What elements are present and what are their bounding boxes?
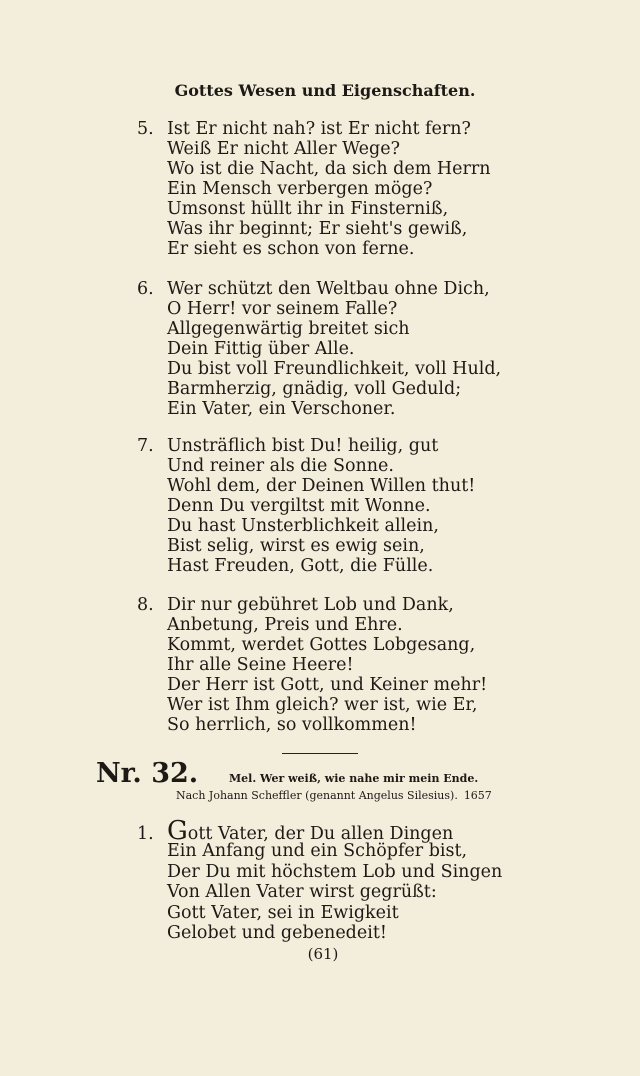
verse-line xyxy=(137,239,491,259)
verse-text: Ist Er nicht nah? ist Er nicht fern? xyxy=(167,119,471,139)
verse-text: Der Herr ist Gott, und Keiner mehr! xyxy=(167,675,488,695)
verse-text: Du hast Unsterblichkeit allein, xyxy=(167,516,439,536)
verse-line xyxy=(137,119,491,139)
verse-text: Der Du mit höchstem Lob und Singen xyxy=(167,861,503,882)
verse-text: Kommt, werdet Gottes Lobgesang, xyxy=(167,635,476,655)
stanza-5 xyxy=(137,119,491,259)
verse-text: ott Vater, der Du allen Dingen xyxy=(187,824,454,844)
verse-text: Anbetung, Preis und Ehre. xyxy=(167,615,403,635)
verse-text: Denn Du vergiltst mit Wonne. xyxy=(167,496,431,516)
verse-text: Weiß Er nicht Aller Wege? xyxy=(167,139,400,159)
verse-line xyxy=(137,882,502,902)
verse-text: Unsträflich bist Du! heilig, gut xyxy=(167,436,439,456)
stanza-8 xyxy=(137,595,487,735)
verse-text: Ein Vater, ein Verschoner. xyxy=(167,399,396,419)
verse-text: Wer schützt den Weltbau ohne Dich, xyxy=(167,279,490,299)
verse-line xyxy=(137,496,475,516)
stanza-1-lines xyxy=(137,841,502,943)
stanza-7 xyxy=(137,436,475,576)
melody-line: Mel. Wer weiß, wie nahe mir mein Ende. xyxy=(229,772,479,785)
verse-line xyxy=(137,695,487,715)
verse-line xyxy=(137,199,491,219)
verse-line xyxy=(137,903,502,923)
verse-line xyxy=(137,139,491,159)
verse-text: Du bist voll Freundlichkeit, voll Huld, xyxy=(167,359,502,379)
verse-line xyxy=(137,379,501,399)
verse-text: Gelobet und gebenedeit! xyxy=(167,922,387,943)
verse-line xyxy=(137,862,502,882)
verse-line xyxy=(137,675,487,695)
verse-text: So herrlich, so vollkommen! xyxy=(167,715,417,735)
verse-text: Allgegenwärtig breitet sich xyxy=(167,319,410,339)
verse-text: Ein Anfang und ein Schöpfer bist, xyxy=(167,841,468,862)
verse-line xyxy=(137,816,502,846)
page-number: (61) xyxy=(307,945,339,963)
verse-line xyxy=(137,179,491,199)
verse-text: Dir nur gebühret Lob und Dank, xyxy=(167,595,454,615)
verse-line xyxy=(137,595,487,615)
verse-line xyxy=(137,159,491,179)
verse-line xyxy=(137,516,475,536)
hymn-number: Nr. 32. xyxy=(96,758,199,789)
verse-text: Und reiner als die Sonne. xyxy=(167,456,394,476)
verse-text: Wer ist Ihm gleich? wer ist, wie Er, xyxy=(167,695,478,715)
verse-text: Von Allen Vater wirst gegrüßt: xyxy=(167,882,437,903)
verse-line xyxy=(137,615,487,635)
verse-text: Hast Freuden, Gott, die Fülle. xyxy=(167,556,434,576)
verse-line xyxy=(137,923,502,943)
verse-line xyxy=(137,339,501,359)
verse-line xyxy=(137,299,501,319)
verse-text: Wo ist die Nacht, da sich dem Herrn xyxy=(167,159,491,179)
verse-text: Gott Vater, sei in Ewigkeit xyxy=(167,902,399,923)
verse-text: Was ihr beginnt; Er sieht's gewiß, xyxy=(167,219,468,239)
stanza-number: 6. xyxy=(137,279,154,299)
verse-line xyxy=(137,359,501,379)
stanza-1 xyxy=(137,816,503,943)
author-name: Nach Johann Scheffler (genannt Angelus Silesius). xyxy=(176,789,458,802)
drop-capital: G xyxy=(167,816,188,846)
verse-line xyxy=(137,319,501,339)
running-header: Gottes Wesen und Eigenschaften. xyxy=(174,81,476,100)
verse-line xyxy=(137,635,487,655)
verse-text: Er sieht es schon von ferne. xyxy=(167,239,415,259)
stanza-number: 8. xyxy=(137,595,154,615)
verse-line xyxy=(137,715,487,735)
verse-line xyxy=(137,556,475,576)
stanza-6 xyxy=(137,279,501,419)
verse-line xyxy=(137,655,487,675)
verse-text: Umsonst hüllt ihr in Finsterniß, xyxy=(167,199,449,219)
verse-text: Dein Fittig über Alle. xyxy=(167,339,355,359)
author-line xyxy=(176,789,492,802)
verse-line xyxy=(137,219,491,239)
author-year: 1657 xyxy=(463,789,492,802)
verse-text: Wohl dem, der Deinen Willen thut! xyxy=(167,476,476,496)
verse-text: O Herr! vor seinem Falle? xyxy=(167,299,398,319)
verse-line xyxy=(137,841,502,861)
section-divider xyxy=(282,753,358,754)
verse-text: Ihr alle Seine Heere! xyxy=(167,655,354,675)
verse-text: Barmherzig, gnädig, voll Geduld; xyxy=(167,379,462,399)
verse-line xyxy=(137,399,501,419)
verse-text: Bist selig, wirst es ewig sein, xyxy=(167,536,425,556)
verse-line xyxy=(137,436,475,456)
verse-line xyxy=(137,536,475,556)
stanza-number: 5. xyxy=(137,119,154,139)
verse-line xyxy=(137,476,475,496)
verse-text: Ein Mensch verbergen möge? xyxy=(167,179,433,199)
stanza-number: 1. xyxy=(137,824,154,844)
stanza-number: 7. xyxy=(137,436,154,456)
verse-line xyxy=(137,279,501,299)
verse-line xyxy=(137,456,475,476)
